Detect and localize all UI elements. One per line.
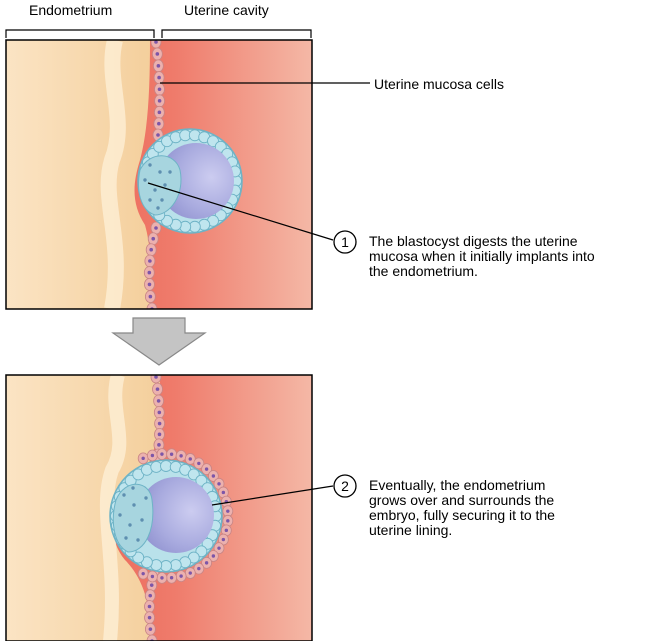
cell-nucleus — [149, 627, 153, 631]
cell-nucleus — [158, 422, 162, 426]
cell-nucleus — [189, 457, 192, 460]
cell-nucleus — [148, 259, 152, 263]
cell-nucleus — [160, 576, 163, 579]
cell-nucleus — [212, 554, 215, 557]
cell-nucleus — [158, 411, 162, 415]
step2-line: uterine lining. — [369, 522, 453, 538]
cell-nucleus — [212, 474, 215, 477]
step2-line: grows over and surrounds the — [369, 492, 555, 508]
cell-nucleus — [158, 111, 162, 115]
cell-nucleus — [205, 561, 208, 564]
cell-nucleus — [158, 433, 162, 437]
step1-line: the endometrium. — [369, 263, 478, 279]
step2-text — [369, 478, 555, 538]
step1-text — [369, 234, 595, 279]
endometrium-label: Endometrium — [29, 2, 113, 18]
header-brackets — [6, 30, 311, 38]
step1-line: The blastocyst digests the uterine — [369, 233, 578, 249]
cell-nucleus — [156, 387, 160, 391]
cell-nucleus — [189, 571, 192, 574]
icm-nucleus — [160, 198, 163, 201]
cell-nucleus — [148, 594, 152, 598]
cell-nucleus — [151, 454, 154, 457]
endometrium-region — [6, 40, 151, 309]
cell-nucleus — [149, 295, 153, 299]
cell-nucleus — [154, 226, 158, 230]
endometrium-wave — [109, 40, 118, 309]
cell-nucleus — [148, 605, 152, 609]
trophoblast-cell — [170, 560, 181, 571]
icm-nucleus — [140, 518, 143, 521]
endometrium-bracket — [6, 30, 154, 38]
cell-nucleus — [197, 567, 200, 570]
icm-nucleus — [144, 496, 147, 499]
cell-nucleus — [222, 538, 225, 541]
cell-nucleus — [217, 546, 220, 549]
icm-nucleus — [143, 178, 146, 181]
cell-nucleus — [217, 482, 220, 485]
icm-nucleus — [128, 523, 131, 526]
cell-nucleus — [226, 519, 229, 522]
cell-nucleus — [151, 237, 155, 241]
top-panel — [6, 36, 312, 315]
cell-nucleus — [141, 572, 144, 575]
cell-nucleus — [197, 462, 200, 465]
cell-nucleus — [160, 452, 163, 455]
svg-text:2: 2 — [341, 478, 349, 494]
icm-nucleus — [122, 493, 125, 496]
cell-nucleus — [222, 491, 225, 494]
icm-nucleus — [148, 163, 151, 166]
icm-nucleus — [124, 536, 127, 539]
cell-nucleus — [170, 453, 173, 456]
cell-nucleus — [157, 64, 161, 68]
icm-nucleus — [148, 198, 151, 201]
icm-nucleus — [132, 503, 135, 506]
icm-nucleus — [118, 513, 121, 516]
svg-text:1: 1 — [341, 234, 349, 250]
cell-nucleus — [158, 99, 162, 103]
trophoblast-cell — [161, 461, 172, 472]
cell-nucleus — [149, 248, 153, 252]
icm-nucleus — [156, 206, 159, 209]
cell-nucleus — [226, 509, 229, 512]
cell-nucleus — [141, 457, 144, 460]
cell-nucleus — [148, 271, 152, 275]
cell-nucleus — [156, 52, 160, 56]
cell-nucleus — [148, 283, 152, 287]
icm-nucleus — [163, 183, 166, 186]
cell-nucleus — [179, 454, 182, 457]
uterine-cavity-bracket — [162, 30, 311, 38]
icm-nucleus — [158, 170, 161, 173]
cell-nucleus — [157, 443, 161, 447]
cell-nucleus — [170, 576, 173, 579]
down-arrow-icon — [113, 318, 205, 365]
step2-number-badge — [334, 475, 356, 497]
trophoblast-cell — [151, 461, 162, 472]
icm-nucleus — [136, 538, 139, 541]
step2-line: Eventually, the endometrium — [369, 477, 546, 493]
cell-nucleus — [151, 575, 154, 578]
icm-nucleus — [131, 486, 134, 489]
step1-line: mucosa when it initially implants into — [369, 248, 595, 264]
step1-number-badge — [334, 231, 356, 253]
cell-nucleus — [179, 574, 182, 577]
cell-nucleus — [205, 467, 208, 470]
bottom-panel — [6, 371, 312, 641]
cell-nucleus — [158, 87, 162, 91]
cell-nucleus — [157, 76, 161, 80]
cell-nucleus — [156, 133, 160, 137]
cell-nucleus — [157, 399, 161, 403]
cell-nucleus — [148, 616, 152, 620]
icm-nucleus — [153, 188, 156, 191]
trophoblast-cell — [161, 561, 172, 572]
icm-nucleus — [168, 170, 171, 173]
mucosa-cells-label: Uterine mucosa cells — [374, 76, 504, 92]
cell-nucleus — [157, 122, 161, 126]
step2-line: embryo, fully securing it to the — [369, 507, 555, 523]
uterine-cavity-label: Uterine cavity — [184, 2, 269, 18]
cell-nucleus — [150, 583, 154, 587]
cell-nucleus — [225, 529, 228, 532]
